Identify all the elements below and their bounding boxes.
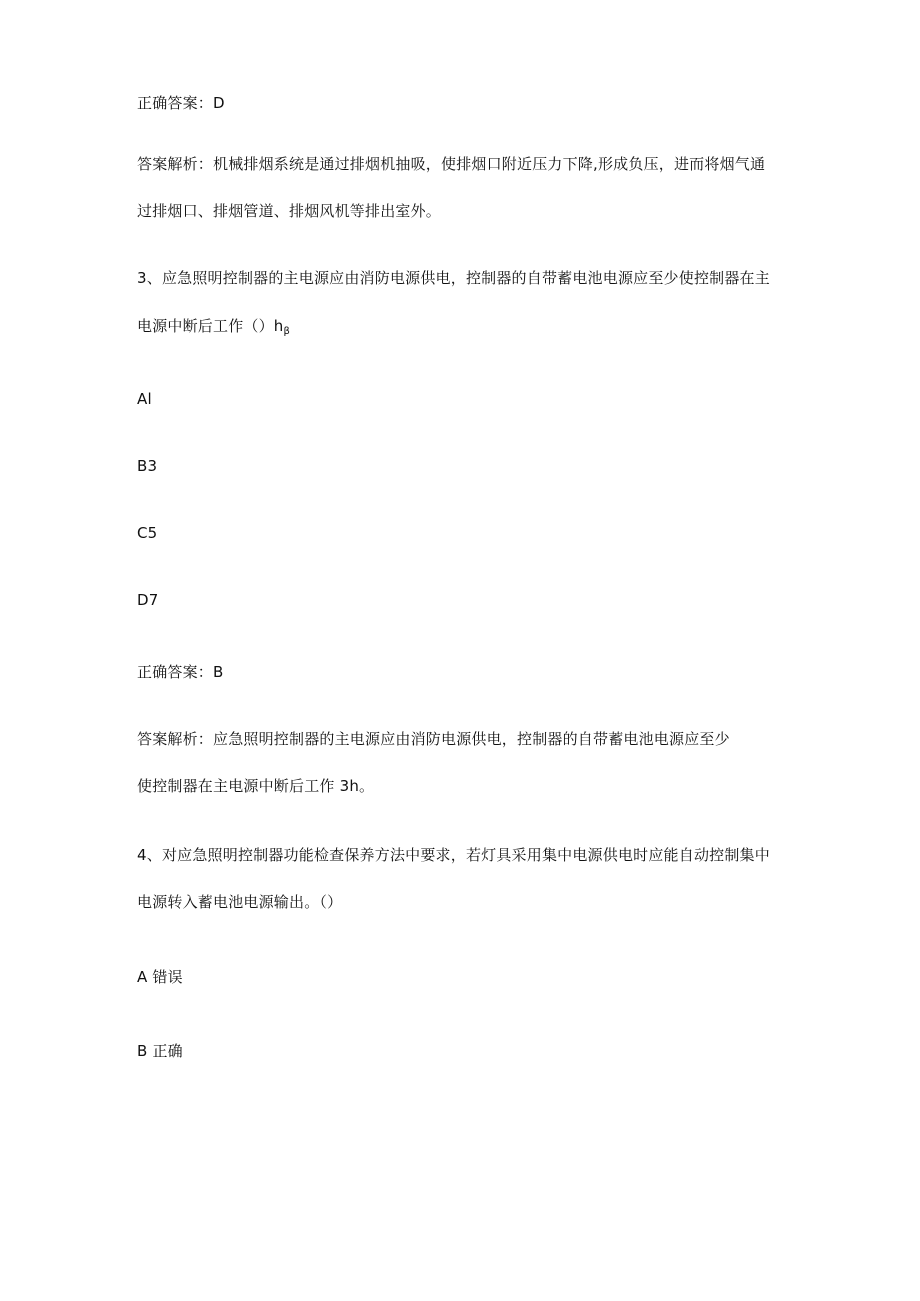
q2-correct-answer: 正确答案：D [137, 94, 225, 112]
q3-explanation-line-1: 答案解析：应急照明控制器的主电源应由消防电源供电，控制器的自带蓄电池电源应至少 [137, 730, 730, 748]
q2-explanation-line-2: 过排烟口、排烟管道、排烟风机等排出室外。 [137, 202, 442, 220]
q4-option-b: B 正确 [137, 1042, 183, 1060]
q3-question-line-2-text: 电源中断后工作（）h [137, 317, 284, 335]
q4-question-line-2: 电源转入蓄电池电源输出。（） [137, 893, 343, 911]
q3-question-line-1: 3、应急照明控制器的主电源应由消防电源供电，控制器的自带蓄电池电源应至少使控制器在主 [137, 269, 770, 287]
q2-explanation-line-1: 答案解析：机械排烟系统是通过排烟机抽吸，使排烟口附近压力下降,形成负压，进而将烟气通 [137, 155, 766, 173]
q3-option-d: D7 [137, 591, 159, 609]
q3-correct-answer: 正确答案：B [137, 663, 224, 681]
q4-question-line-1: 4、对应急照明控制器功能检查保养方法中要求，若灯具采用集中电源供电时应能自动控制集中 [137, 846, 770, 864]
q3-option-b: B3 [137, 457, 158, 475]
q3-option-c: C5 [137, 524, 158, 542]
q3-option-a: Al [137, 390, 152, 408]
q3-explanation-line-2: 使控制器在主电源中断后工作 3h。 [137, 777, 375, 795]
q3-question-line-2 [137, 316, 290, 342]
q4-option-a: A 错误 [137, 968, 183, 986]
q3-question-suffix: β [283, 326, 291, 337]
